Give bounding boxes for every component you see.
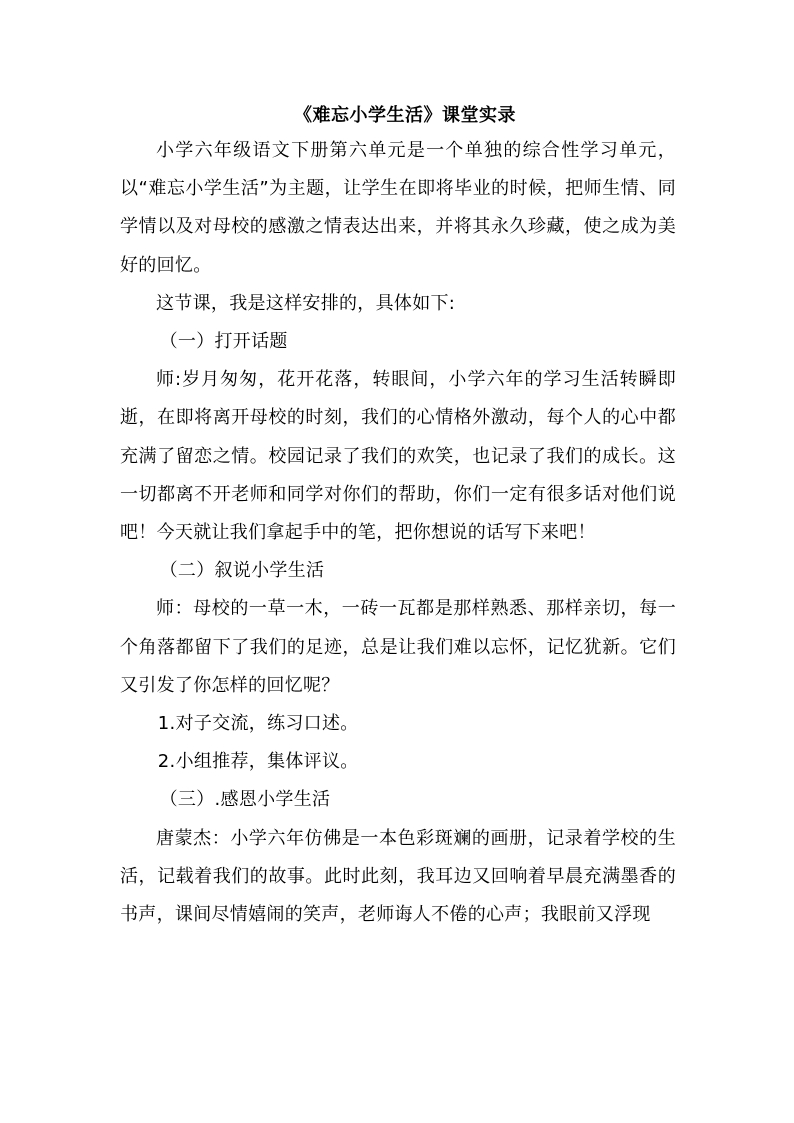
intro-paragraph: 小学六年级语文下册第六单元是一个单独的综合性学习单元，以“难忘小学生活”为主题，让学生在即将毕业的时候，把师生情、同学情以及对母校的感激之情表达出来，并将其永久珍藏，使之成为美好的回忆。 bbox=[120, 140, 676, 276]
student-speech-paragraph: 唐蒙杰：小学六年仿佛是一本色彩斑斓的画册，记录着学校的生活，记载着我们的故事。此时此刻，我耳边又回响着早晨充满墨香的书声，课间尽情嬉闹的笑声，老师诲人不倦的心声；我眼前又浮现 bbox=[120, 827, 676, 926]
teacher-recall-paragraph: 师：母校的一草一木，一砖一瓦都是那样熟悉、那样亲切，每一个角落都留下了我们的足迹，总是让我们难以忘怀，记忆犹新。它们又引发了你怎样的回忆呢？ bbox=[120, 598, 676, 696]
activity-item-2: 2.小组推荐，集体评议。 bbox=[157, 751, 359, 773]
document-title: 《难忘小学生活》课堂实录 bbox=[294, 105, 516, 126]
arrangement-paragraph: 这节课，我是这样安排的，具体如下: bbox=[156, 292, 456, 314]
teacher-opening-paragraph: 师:岁月匆匆，花开花落，转眼间，小学六年的学习生活转瞬即逝，在即将离开母校的时刻，我们的心情格外激动，每个人的心中都充满了留恋之情。校园记录了我们的欢笑，也记录了我们的成长。这一切都离不开老师和同学对你们的帮助，你们一定有很多话对他们说吧！今天就让我们拿起手中的笔，把你想说的话写下来吧！ bbox=[120, 369, 676, 544]
section-heading-2: （二）叙说小学生活 bbox=[159, 560, 325, 582]
document-body bbox=[120, 100, 676, 934]
section-heading-3: （三）.感恩小学生活 bbox=[159, 789, 331, 811]
activity-item-1: 1.对子交流，练习口述。 bbox=[157, 713, 359, 735]
section-heading-1: （一）打开话题 bbox=[159, 331, 288, 353]
